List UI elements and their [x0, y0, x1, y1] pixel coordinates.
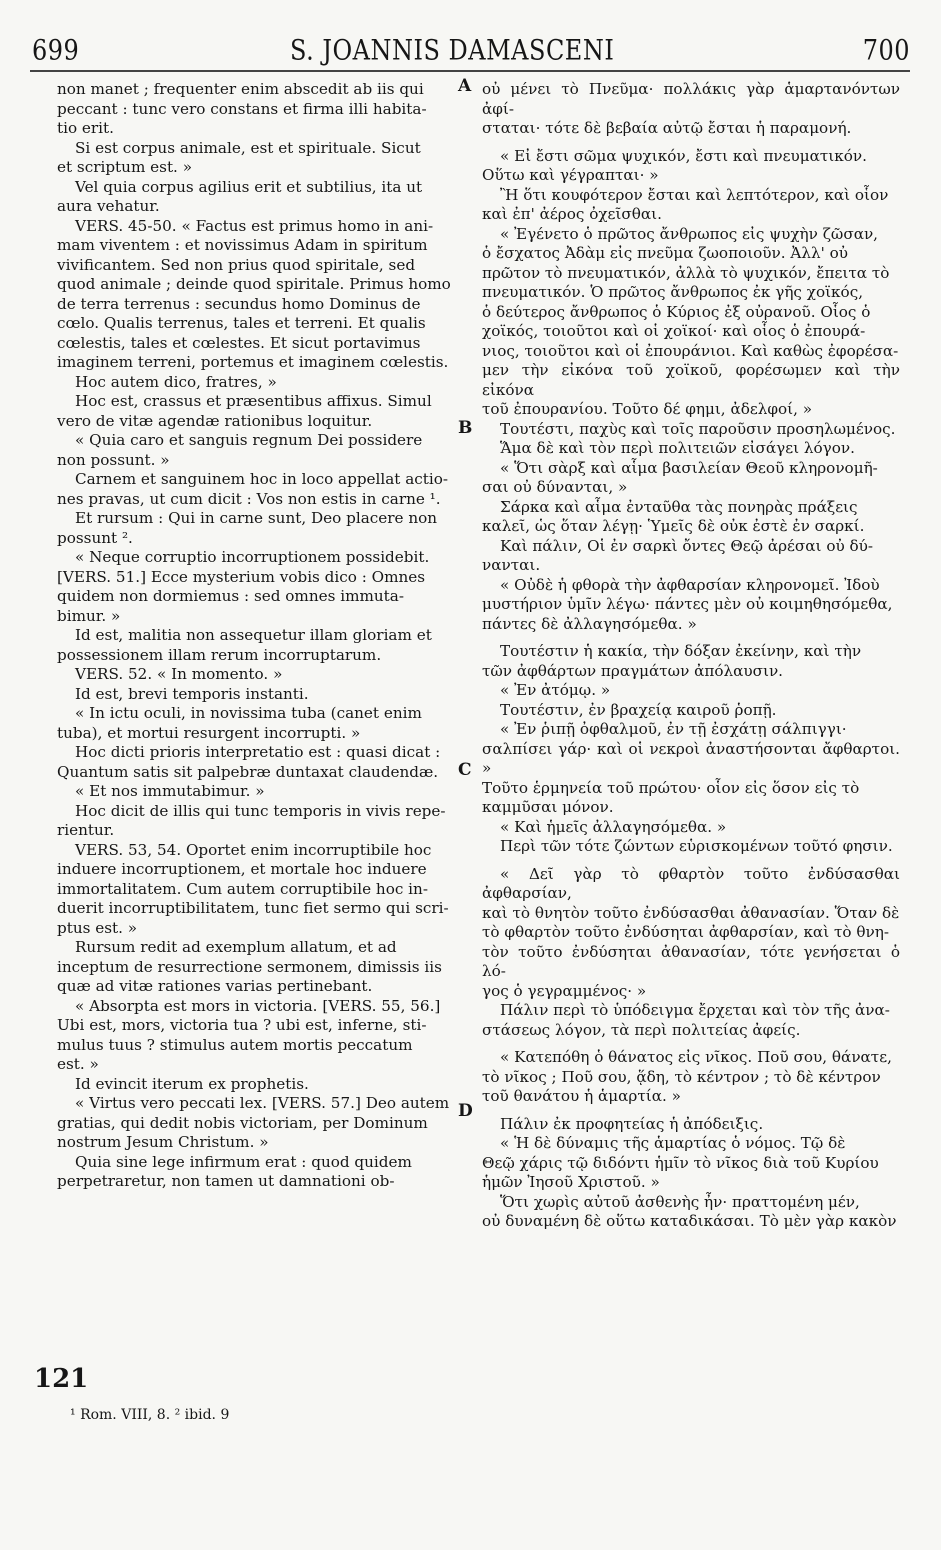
greek-line: πάντες δὲ ἀλλαγησόμεθα. » — [482, 614, 697, 633]
latin-line: VERS. 45-50. « Factus est primus homo in ani- — [75, 216, 434, 235]
latin-line: quod animale ; deinde quod spiritale. Primus homo — [57, 275, 451, 293]
latin-line: rientur. — [57, 821, 115, 839]
greek-line: πρῶτον τὸ πνευματικόν, ἀλλὰ τὸ ψυχικόν, ἔπειτα τὸ — [482, 263, 890, 282]
latin-line: possessionem illam rerum incorruptarum. — [57, 645, 382, 664]
latin-line: quæ ad vitæ rationes varias pertinebant. — [57, 977, 373, 995]
greek-line: γος ὁ γεγραμμένος· » — [482, 981, 647, 1000]
latin-line: et scriptum est. » — [57, 158, 193, 176]
greek-line: Τοῦτο ἑρμηνεία τοῦ πρώτου· οἷον εἰς ὅσον εἰς τὸ — [482, 778, 860, 797]
greek-line: Περὶ τῶν τότε ζώντων εὑρισκομένων τοῦτό φησιν. — [500, 837, 893, 855]
greek-line: « Δεῖ γὰρ τὸ φθαρτὸν τοῦτο ἐνδύσασθαι ἀφθαρσίαν, — [482, 864, 900, 902]
latin-line: Id evincit iterum ex prophetis. — [75, 1074, 309, 1093]
latin-line: Quantum satis sit palpebræ duntaxat claudendæ. — [57, 762, 439, 781]
latin-line: « In ictu oculi, in novissima tuba (canet enim — [75, 704, 422, 722]
greek-line: Θεῷ χάρις τῷ διδόντι ἡμῖν τὸ νῖκος διὰ τοῦ Κυρίου — [482, 1153, 879, 1172]
greek-line: « Ὅτι σὰρξ καὶ αἷμα βασιλείαν Θεοῦ κληρονομῆ- — [500, 458, 878, 477]
greek-line: Οὕτω καὶ γέγραπται· » — [482, 166, 659, 184]
greek-line: σαλπίσει γάρ· καὶ οἱ νεκροὶ ἀναστήσονται ἄφθαρτοι. » — [482, 739, 900, 777]
latin-line: Hoc dicit de illis qui tunc temporis in vivis repe- — [75, 801, 446, 820]
latin-line: nes pravas, ut cum dicit : Vos non estis in carne ¹. — [57, 489, 441, 508]
latin-line: Id est, malitia non assequetur illam gloriam et — [75, 626, 432, 644]
latin-line: perpetraretur, non tamen ut damnationi ob- — [57, 1172, 395, 1190]
section-marker-a: A — [458, 76, 472, 96]
greek-line: Τουτέστι, παχὺς καὶ τοῖς παροῦσιν προσηλωμένος. — [500, 419, 896, 438]
greek-line — [482, 857, 900, 865]
greek-line: « Καὶ ἡμεῖς ἀλλαγησόμεθα. » — [500, 817, 727, 836]
greek-line: τῶν ἀφθάρτων πραγμάτων ἀπόλαυσιν. — [482, 661, 784, 680]
latin-line: VERS. 53, 54. Oportet enim incorruptibile hoc — [75, 840, 432, 859]
greek-line: « Κατεπόθη ὁ θάνατος εἰς νῖκος. Ποῦ σου, θάνατε, — [500, 1048, 892, 1066]
latin-line: immortalitatem. Cum autem corruptibile hoc in- — [57, 879, 428, 898]
greek-line: νανται. — [482, 556, 541, 574]
greek-line: μυστήριον ὑμῖν λέγω· πάντες μὲν οὐ κοιμηθησόμεθα, — [482, 595, 893, 613]
greek-line: πνευματικόν. Ὁ πρῶτος ἄνθρωπος ἐκ γῆς χοϊκός, — [482, 283, 864, 301]
latin-line: « Absorpta est mors in victoria. [VERS. 55, 56.] — [75, 996, 441, 1015]
latin-line: gratias, qui dedit nobis victoriam, per Dominum — [57, 1113, 428, 1132]
greek-line: ἡμῶν Ἰησοῦ Χριστοῦ. » — [482, 1173, 660, 1191]
latin-line: ptus est. » — [57, 918, 138, 937]
greek-line — [482, 634, 900, 642]
latin-line: « Et nos immutabimur. » — [75, 782, 265, 800]
latin-line: vivificantem. Sed non prius quod spiritale, sed — [57, 255, 416, 274]
page-number-left: 699 — [32, 34, 80, 67]
greek-line: Τουτέστιν, ἐν βραχείᾳ καιροῦ ῥοπῇ. — [500, 700, 777, 719]
latin-line: VERS. 52. « In momento. » — [75, 665, 283, 683]
latin-line: Carnem et sanguinem hoc in loco appellat actio- — [75, 470, 449, 488]
header-rule — [30, 70, 910, 72]
latin-line: inceptum de resurrectione sermonem, dimissis iis — [57, 957, 442, 976]
latin-line: nostrum Jesum Christum. » — [57, 1133, 269, 1151]
latin-line: duerit incorruptibilitatem, tunc fiet sermo qui scri- — [57, 899, 449, 917]
section-marker-b: B — [458, 418, 473, 438]
greek-line: Καὶ πάλιν, Οἱ ἐν σαρκὶ ὄντες Θεῷ ἀρέσαι οὐ δύ- — [500, 536, 874, 555]
running-title: S. JOANNIS DAMASCENI — [290, 34, 615, 67]
latin-line: Ubi est, mors, victoria tua ? ubi est, inferne, sti- — [57, 1016, 427, 1034]
greek-line: Ὅτι χωρὶς αὐτοῦ ἀσθενὴς ἦν· πραττομένη μέν, — [500, 1192, 860, 1211]
greek-line: Πάλιν ἐκ προφητείας ἡ ἀπόδειξις. — [500, 1114, 764, 1133]
latin-line: induere incorruptionem, et mortale hoc induere — [57, 860, 427, 878]
latin-line: vero de vitæ agendæ rationibus loquitur. — [57, 411, 373, 430]
greek-line — [482, 1107, 900, 1115]
latin-line: mam viventem : et novissimus Adam in spiritum — [57, 236, 428, 254]
greek-line: « Ἐγένετο ὁ πρῶτος ἄνθρωπος εἰς ψυχὴν ζῶσαν, — [500, 224, 879, 243]
latin-line: [VERS. 51.] Ecce mysterium vobis dico : Omnes — [57, 567, 426, 586]
latin-line: tio erit. — [57, 119, 114, 137]
latin-line: Si est corpus animale, est et spirituale. Sicut — [75, 138, 421, 157]
greek-line: « Οὐδὲ ἡ φθορὰ τὴν ἀφθαρσίαν κληρονομεῖ. Ἰδοὺ — [500, 575, 880, 594]
latin-line: Vel quia corpus agilius erit et subtilius, ita ut — [75, 177, 423, 196]
greek-line: « Ἐν ῥιπῇ ὀφθαλμοῦ, ἐν τῇ ἐσχάτῃ σάλπιγγι· — [500, 720, 847, 738]
greek-line: σαι οὐ δύνανται, » — [482, 478, 628, 496]
greek-line: « Ἡ δὲ δύναμις τῆς ἁμαρτίας ὁ νόμος. Τῷ δὲ — [500, 1134, 846, 1152]
greek-line: τὸν τοῦτο ἐνδύσηται ἀθανασίαν, τότε γενήσεται ὁ λό- — [482, 942, 900, 980]
greek-line: τοῦ θανάτου ἡ ἁμαρτία. » — [482, 1087, 681, 1105]
latin-line: Hoc est, crassus et præsentibus affixus. Simul — [75, 392, 432, 410]
greek-line: « Ἐν ἀτόμῳ. » — [500, 681, 611, 699]
latin-line: imaginem terreni, portemus et imaginem cœlestis. — [57, 353, 449, 371]
latin-line: Et rursum : Qui in carne sunt, Deo placere non — [75, 509, 438, 527]
greek-line: Ἢ ὅτι κουφότερον ἔσται καὶ λεπτότερον, καὶ οἷον — [500, 185, 889, 204]
latin-line: « Neque corruptio incorruptionem possidebit. — [75, 548, 430, 566]
latin-line: « Virtus vero peccati lex. [VERS. 57.] Deo autem — [75, 1094, 450, 1112]
latin-line: possunt ². — [57, 528, 133, 547]
greek-line: Πάλιν περὶ τὸ ὑπόδειγμα ἔρχεται καὶ τὸν τῆς ἀνα- — [500, 1001, 890, 1019]
section-marker-d: D — [458, 1101, 473, 1121]
page-header — [30, 34, 910, 74]
greek-line: Σάρκα καὶ αἷμα ἐνταῦθα τὰς πονηρὰς πράξεις — [500, 497, 858, 516]
greek-line — [482, 1040, 900, 1048]
section-marker-c: C — [458, 760, 472, 780]
greek-column — [482, 80, 900, 1232]
latin-line: « Quia caro et sanguis regnum Dei possidere — [75, 431, 423, 449]
latin-line: cœlestis, tales et cœlestes. Et sicut portavimus — [57, 333, 421, 352]
greek-line: οὐ δυναμένη δὲ οὕτω καταδικάσαι. Τὸ μὲν γὰρ κακὸν — [482, 1212, 897, 1230]
latin-line: tuba), et mortui resurgent incorrupti. » — [57, 723, 361, 742]
greek-line: « Εἰ ἔστι σῶμα ψυχικόν, ἔστι καὶ πνευματικόν. — [500, 146, 867, 165]
latin-line: mulus tuus ? stimulus autem mortis peccatum — [57, 1035, 413, 1054]
latin-line: Quia sine lege infirmum erat : quod quidem — [75, 1152, 412, 1171]
greek-line: καλεῖ, ὡς ὅταν λέγῃ· Ὑμεῖς δὲ οὐκ ἐστὲ ἐν σαρκί. — [482, 517, 865, 535]
latin-line: quidem non dormiemus : sed omnes immuta- — [57, 587, 404, 605]
latin-line: non possunt. » — [57, 450, 170, 469]
latin-line: peccant : tunc vero constans et firma illi habita- — [57, 99, 427, 118]
page-number-right: 700 — [862, 34, 910, 67]
greek-line: καὶ τὸ θνητὸν τοῦτο ἐνδύσασθαι ἀθανασίαν. Ὅταν δὲ — [482, 903, 900, 922]
footnotes: ¹ Rom. VIII, 8. ² ibid. 9 — [70, 1407, 230, 1423]
greek-line: καὶ ἐπ' ἀέρος ὀχεῖσθαι. — [482, 205, 662, 223]
latin-line: aura vehatur. — [57, 197, 160, 215]
greek-line: ὁ ἔσχατος Ἀδὰμ εἰς πνεῦμα ζωοποιοῦν. Ἀλλ' οὐ — [482, 244, 849, 262]
greek-line: στάσεως λόγον, τὰ περὶ πολιτείας ἀφείς. — [482, 1020, 801, 1039]
latin-line: Hoc autem dico, fratres, » — [75, 372, 277, 391]
latin-line: Id est, brevi temporis instanti. — [75, 684, 309, 703]
greek-line: καμμῦσαι μόνον. — [482, 798, 614, 816]
latin-line: non manet ; frequenter enim abscedit ab iis qui — [57, 80, 424, 98]
greek-line: τοῦ ἐπουρανίου. Τοῦτο δέ φημι, ἀδελφοί, » — [482, 400, 813, 418]
latin-line: est. » — [57, 1055, 99, 1073]
latin-line: bimur. » — [57, 606, 121, 625]
greek-line: τὸ νῖκος ; Ποῦ σου, ᾅδη, τὸ κέντρον ; τὸ δὲ κέντρον — [482, 1067, 881, 1086]
signature-mark: 121 — [34, 1364, 89, 1394]
greek-line: ὁ δεύτερος ἄνθρωπος ὁ Κύριος ἐξ οὐρανοῦ. Οἷος ὁ — [482, 302, 871, 321]
latin-line: Rursum redit ad exemplum allatum, et ad — [75, 938, 397, 956]
greek-line: σταται· τότε δὲ βεβαία αὐτῷ ἔσται ἡ παραμονή. — [482, 119, 852, 137]
greek-line — [482, 139, 900, 147]
greek-line: Ἅμα δὲ καὶ τὸν περὶ πολιτειῶν εἰσάγει λόγον. — [500, 439, 855, 457]
greek-line: νιος, τοιοῦτοι καὶ οἱ ἐπουράνιοι. Καὶ καθὼς ἐφορέσα- — [482, 341, 899, 360]
latin-line: de terra terrenus : secundus homo Dominus de — [57, 294, 421, 313]
latin-line: Hoc dicti prioris interpretatio est : quasi dicat : — [75, 743, 441, 761]
greek-line: μεν τὴν εἰκόνα τοῦ χοϊκοῦ, φορέσωμεν καὶ τὴν εἰκόνα — [482, 361, 900, 399]
latin-column — [57, 80, 453, 1192]
latin-line: cœlo. Qualis terrenus, tales et terreni. Et qualis — [57, 314, 426, 332]
greek-line: τὸ φθαρτὸν τοῦτο ἐνδύσηται ἀφθαρσίαν, καὶ τὸ θνη- — [482, 923, 889, 941]
greek-line: Τουτέστιν ἡ κακία, τὴν δόξαν ἐκείνην, καὶ τὴν — [500, 642, 862, 660]
greek-line: χοϊκός, τοιοῦτοι καὶ οἱ χοϊκοί· καὶ οἷος ὁ ἐπουρά- — [482, 322, 866, 340]
greek-line: οὐ μένει τὸ Πνεῦμα· πολλάκις γὰρ ἁμαρτανόντων ἀφί- — [482, 80, 900, 118]
